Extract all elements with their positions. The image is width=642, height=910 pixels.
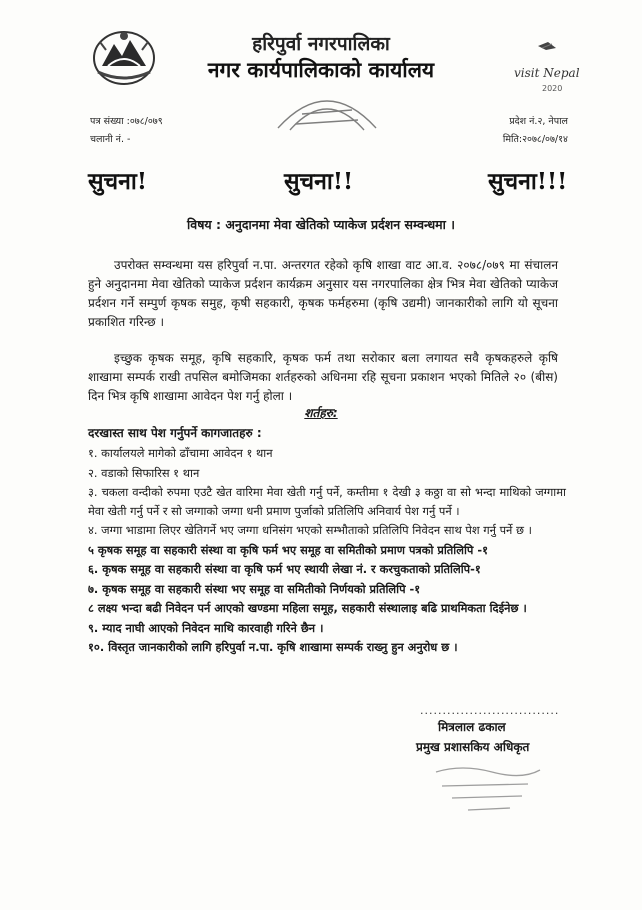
province: प्रदेश नं.२, नेपाल [509, 116, 568, 127]
signature-line: ............................... [420, 704, 560, 717]
letter-number: पत्र संख्या :०७८/०७९ [90, 116, 163, 127]
terms-title: शर्तहरु: [304, 406, 338, 420]
date: मिति:२०७८/०७/१४ [502, 134, 568, 145]
list-item: ६. कृषक समूह वा सहकारी संस्था वा कृषि फर्म भए स्थायी लेखा नं. र करचुकताको प्रतिलिपि-१ [88, 562, 481, 576]
signatory-name: मित्रलाल ढकाल [438, 720, 506, 734]
notice-heading-3: सुचना!!! [488, 168, 568, 195]
list-item: १०. विस्तृत जानकारीको लागि हरिपुर्वा न.पा. कृषि शाखामा सम्पर्क राख्नु हुन अनुरोध छ । [88, 640, 458, 654]
list-item: १. कार्यालयले मागेको ढाँचामा आवेदन १ थान [88, 446, 273, 460]
municipality-name: हरिपुर्वा नगरपालिका [252, 33, 390, 55]
office-stamp [272, 84, 382, 134]
paragraph-2: इच्छुक कृषक समूह, कृषि सहकारि, कृषक फर्म तथा सरोकार बला लगायत सवै कृषकहरुले कृषि शाखामा सम्पर्क राखी तपसिल बमोजिमका शर्तहरुको अधिनमा रहि सूचना प्रकाशन भएको मितिले २० (बीस) दिन भित्र कृषि शाखामा आवेदन पेश गर्नु होला । [88, 351, 558, 403]
subject-line: विषय : अनुदानमा मेवा खेतिको प्याकेज प्रर्दशन सम्वन्धमा । [187, 217, 455, 232]
signatory-title: प्रमुख प्रशासकिय अधिकृत [416, 740, 530, 754]
list-item: ५ कृषक समूह वा सहकारी संस्था वा कृषि फर्म भए समूह वा समितीको प्रमाण पत्रको प्रतिलिपि -१ [88, 542, 488, 557]
visit-nepal-text: visit Nepal [514, 66, 580, 80]
requirements-list [88, 444, 566, 658]
list-item: ४. जग्गा भाडामा लिएर खेतिगर्ने भए जग्गा धनिसंग भएको सम्भौताको प्रतिलिपि निवेदन साथ पेश गर्नु पर्ने छ । [88, 523, 532, 537]
office-name: नगर कार्यपालिकाको कार्यालय [207, 57, 435, 82]
notice-heading-1: सुचना! [88, 168, 147, 195]
signature-stamp [432, 762, 544, 822]
list-item: ८ लक्ष्य भन्दा बढी निवेदन पर्न आएको खण्डमा महिला समूह, सहकारी संस्थालाइ बढि प्राथमिकता दिईनेछ । [88, 601, 527, 615]
paragraph-1: उपरोक्त सम्वन्धमा यस हरिपुर्वा न.पा. अन्तरगत रहेको कृषि शाखा वाट आ.व. २०७८/०७९ मा संचालन हुने अनुदानमा मेवा खेतिको प्याकेज प्रर्दशन कार्यक्रम अनुसार यस नगरपालिका क्षेत्र भित्र मेवा खेतिको प्याकेज प्रर्दशन गर्ने सम्पुर्ण कृषक समुह, कृषी सहकारी, कृषक फर्महरुमा (कृषि उद्यमी) जानकारीको लागि यो सूचना प्रकाशित गरिन्छ । [88, 258, 558, 329]
visit-nepal-year: 2020 [542, 84, 563, 93]
notice-heading-2: सुचना!! [284, 168, 354, 195]
dispatch-number: चलानी नं. - [90, 134, 131, 145]
list-item: ३. चकला वन्दीको रुपमा एउटै खेत वारिमा मेवा खेती गर्नु पर्ने, कम्तीमा १ देखी ३ कठ्ठा वा सो भन्दा माथिको जग्गामा मेवा खेती गर्नु पर्ने र सो जग्गाको जग्गा धनी प्रमाण पुर्जाको प्रतिलिपि अनिवार्य पेश गर्नु पर्ने । [88, 485, 566, 518]
documents-heading: दरखास्त साथ पेश गर्नुपर्ने कागजातहरु : [88, 426, 262, 440]
list-item: ७. कृषक समूह वा सहकारी संस्था भए समूह वा समितीको निर्णयको प्रतिलिपि -१ [88, 581, 421, 596]
list-item: २. वडाको सिफारिस १ थान [88, 465, 200, 480]
list-item: ९. म्याद नाघी आएको निवेदन माथि कारवाही गरिने छैन । [88, 620, 324, 635]
